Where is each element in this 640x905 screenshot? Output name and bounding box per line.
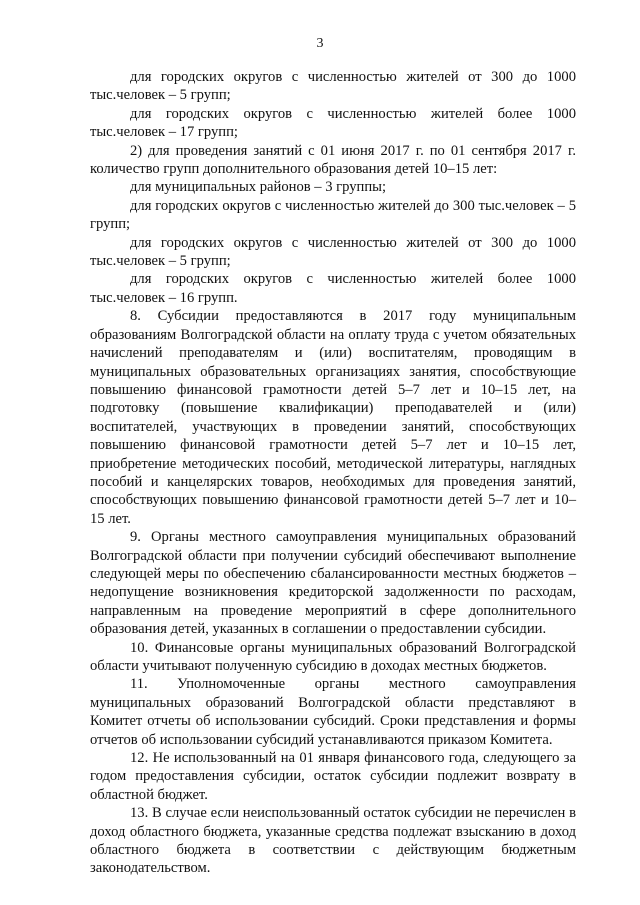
paragraph-item-9: 9. Органы местного самоуправления муниципальных образований Волгоградской области при получении субсидий обеспечивают выполнение следующей меры по обеспечению сбалансированности местных бюджетов – недопущение возникновения кредиторской задолженности по расходам, направленным на проведение мероприятий в сфере дополнительного образования детей, указанных в соглашении о предоставлении субсидии. [90, 529, 576, 638]
paragraph-municipal-districts: для муниципальных районов – 3 группы; [130, 179, 387, 196]
paragraph-item-8: 8. Субсидии предоставляются в 2017 году муниципальным образованиям Волгоградской области на оплату труда с учетом обязательных начислений преподавателям и (или) воспитателям, проводящим в муниципальных образовательных организациях занятия, способствующие повышению финансовой грамотности детей 5–7 лет и 10–15 лет, на подготовку (повышение квалификации) преподавателей и (или) воспитателей, участвующих в проведении занятий, способствующих повышению финансовой грамотности детей 5–7 лет и 10–15 лет, приобретение методических пособий, методической литературы, наглядных пособий и канцелярских товаров, необходимых для проведения занятий, способствующих повышению финансовой грамотности детей 5–7 лет и 10–15 лет. [90, 308, 576, 527]
paragraph-summer-over-1000: для городских округов с численностью жителей более 1000 тыс.человек – 16 групп. [90, 271, 576, 306]
paragraph-item-10: 10. Финансовые органы муниципальных образований Волгоградской области учитывают полученную субсидию в доходах местных бюджетов. [90, 639, 576, 674]
paragraph-summer-300-1000: для городских округов с численностью жителей от 300 до 1000 тыс.человек – 5 групп; [90, 234, 576, 270]
paragraph-summer-sessions: 2) для проведения занятий с 01 июня 2017 г. по 01 сентября 2017 г. количество групп дополнительного образования детей 10–15 лет: [90, 142, 576, 178]
paragraph-groups-over-1000: для городских округов с численностью жителей более 1000 тыс.человек – 17 групп; [90, 105, 576, 141]
paragraph-item-13: 13. В случае если неиспользованный остаток субсидии не перечислен в доход областного бюджета, указанные средства подлежат взысканию в доход областного бюджета в соответствии с действующим бюджетным законодательством. [90, 805, 576, 877]
paragraph-item-12: 12. Не использованный на 01 января финансового года, следующего за годом предоставления субсидии, остаток субсидии подлежит возврату в областной бюджет. [90, 750, 576, 803]
paragraph-summer-under-300: для городских округов с численностью жителей до 300 тыс.человек – 5 групп; [90, 197, 576, 233]
paragraph-groups-300-1000: для городских округов с численностью жителей от 300 до 1000 тыс.человек – 5 групп; [90, 69, 576, 104]
page-number: 3 [316, 36, 324, 51]
document-body [90, 68, 576, 878]
paragraph-item-11: 11. Уполномоченные органы местного самоуправления муниципальных образований Волгоградской области представляют в Комитет отчеты об использовании субсидий. Сроки представления и формы отчетов об использовании субсидий устанавливаются приказом Комитета. [90, 676, 576, 748]
